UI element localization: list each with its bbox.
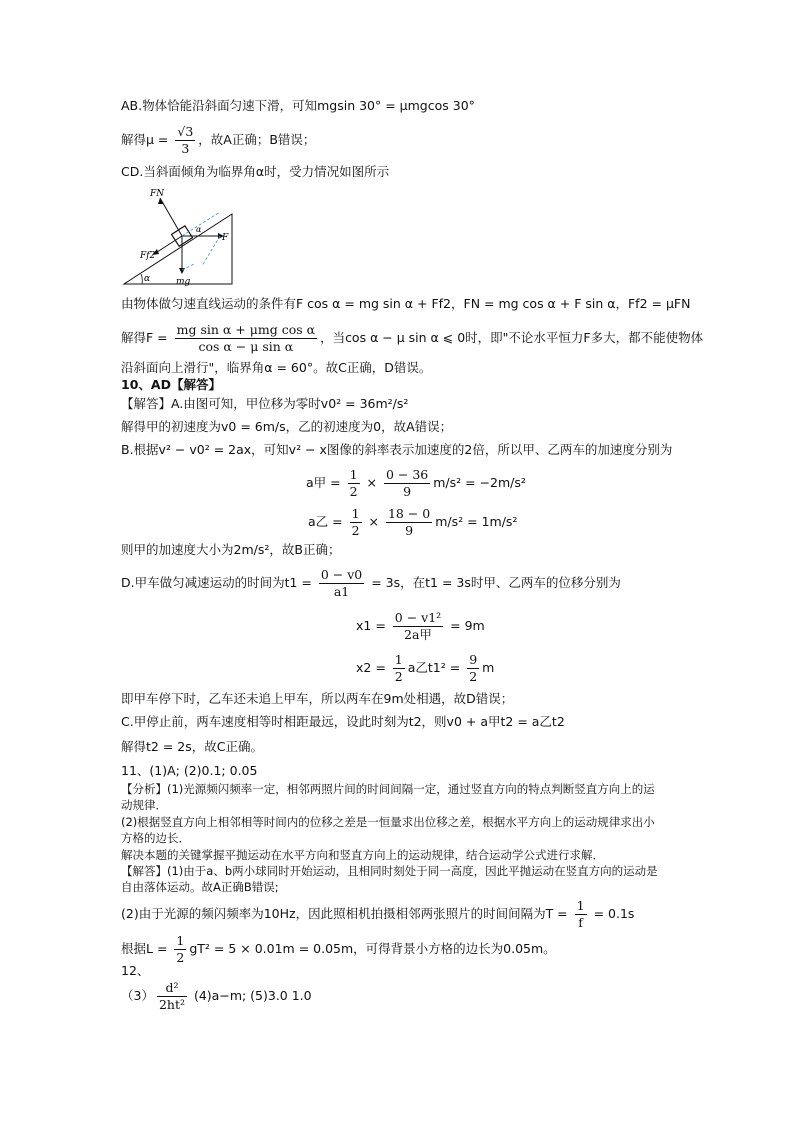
text-span: m/s² = −2m/s² [433, 475, 526, 490]
text-line: 解决本题的关键掌握平抛运动在水平方向和竖直方向上的运动规律，结合运动学公式进行求解． [121, 848, 604, 862]
denominator: 2 [469, 669, 478, 684]
fraction [467, 652, 479, 685]
denominator: cos α − μ sin α [198, 339, 294, 354]
f-component-dashed [202, 236, 220, 266]
text-span: ，故A正确；B错误； [198, 132, 316, 147]
denominator: 2 [351, 523, 360, 538]
question-11-header: 11、(1)A; (2)0.1; 0.05 [121, 763, 258, 778]
numerator: 1 [349, 467, 358, 482]
fraction [393, 610, 443, 643]
numerator: d² [157, 980, 187, 997]
text-span: （3） [121, 988, 154, 1003]
numerator: 1 [351, 506, 360, 521]
equation [356, 610, 485, 643]
text-span: x1 = [356, 618, 390, 633]
question-12-header: 12、 [121, 963, 150, 978]
mg-component-dashed [182, 264, 194, 270]
text-line: 则甲的加速度大小为2m/s²，故B正确； [121, 542, 341, 557]
denominator: 3 [181, 141, 190, 156]
fraction [175, 124, 195, 157]
text-line: 即甲车停下时，乙车还未追上甲车，所以两车在9m处相遇，故D错误； [121, 691, 514, 706]
text-span: a乙 = [308, 514, 347, 529]
question-10-header: 10、AD【解答】 [121, 377, 221, 392]
denominator: a1 [333, 584, 350, 599]
denominator: 9 [405, 523, 414, 538]
text-line: 方格的边长． [121, 831, 190, 845]
denominator: 2 [349, 484, 358, 499]
fn-label: FN [150, 189, 165, 199]
fraction [350, 506, 362, 539]
text-span: D.甲车做匀减速运动的时间为t1 = [121, 575, 316, 590]
fraction [393, 652, 405, 685]
text-span: × [364, 514, 383, 529]
text-line: 【解答】A.由图可知，甲位移为零时v0² = 36m²/s² [121, 396, 409, 411]
f-label: F [222, 233, 229, 243]
text-line: AB.物体恰能沿斜面匀速下滑，可知mgsin 30° = μmgcos 30° [121, 98, 475, 113]
denominator: 2 [176, 950, 185, 965]
text-line: 动规律． [121, 798, 167, 812]
text-line: (2)根据竖直方向上相邻相等时间内的位移之差是一恒量求出位移之差，根据水平方向上的运动规律求出小 [121, 815, 655, 829]
text-span: gT² = 5 × 0.01m = 0.05m，可得背景小方格的边长为0.05m。 [189, 941, 556, 956]
fraction [174, 933, 186, 966]
text-span: = 0.1s [589, 906, 635, 921]
text-span: a甲 = [306, 475, 345, 490]
numerator: 0 − v0 [320, 567, 363, 582]
text-line [121, 124, 315, 157]
text-line: 沿斜面向上滑行"，临界角α = 60°。故C正确，D错误。 [121, 360, 432, 375]
angle-arc [141, 274, 142, 284]
text-line [121, 567, 621, 600]
text-line: 解得甲的初速度为v0 = 6m/s，乙的初速度为0，故A错误； [121, 419, 453, 434]
text-line [121, 322, 703, 355]
text-span: (2)由于光源的频闪频率为10Hz，因此照相机拍摄相邻两张照片的时间间隔为T = [121, 906, 572, 921]
text-line [121, 933, 556, 966]
text-line: C.甲停止前，两车速度相等时相距最远，设此时刻为t2，则v0 + a甲t2 = a乙t2 [121, 714, 565, 729]
denominator: 2a甲 [404, 627, 432, 642]
text-line [121, 980, 312, 1013]
text-span: = 3s，在t1 = 3s时甲、乙两车的位移分别为 [367, 575, 621, 590]
incline-triangle [124, 214, 232, 284]
equation [308, 506, 517, 539]
numerator: mg sin α + μmg cos α [176, 322, 316, 337]
mg-label: mg [176, 277, 191, 287]
text-line: 自由落体运动。故A正确B错误; [121, 880, 279, 894]
text-span: x2 = [356, 660, 390, 675]
denominator: 9 [403, 484, 412, 499]
denominator: 2ht² [158, 997, 185, 1012]
text-span: (4)a−m; (5)3.0 1.0 [190, 988, 312, 1003]
text-span: 解得F = [121, 330, 172, 345]
numerator: √3 [177, 124, 194, 139]
text-line: 【解答】(1)由于a、b两小球同时开始运动，且相同时刻处于同一高度，因此平抛运动在竖直方向的运动是 [121, 864, 658, 878]
fraction [175, 322, 317, 355]
equation [356, 652, 494, 685]
text-line: 解得t2 = 2s，故C正确。 [121, 739, 263, 754]
fraction [319, 567, 364, 600]
text-line: 由物体做匀速直线运动的条件有F cos α = mg sin α + Ff2，FN = mg cos α + F sin α，Ff2 = μFN [121, 296, 691, 311]
numerator: 18 − 0 [387, 506, 431, 521]
numerator: 1 [576, 898, 585, 913]
text-span: 根据L = [121, 941, 172, 956]
text-span: = 9m [446, 618, 485, 633]
numerator: 0 − 36 [385, 467, 429, 482]
numerator: 1 [394, 652, 403, 667]
fraction [386, 506, 432, 539]
text-span: ，当cos α − μ sin α ⩽ 0时，即"不论水平恒力F多大，都不能使物体 [320, 330, 704, 345]
equation [306, 467, 526, 500]
text-span: 解得μ = [121, 132, 173, 147]
alpha-label: α [144, 274, 151, 284]
text-line: B.根据v² − v0² = 2ax，可知v² − x图像的斜率表示加速度的2倍，所以甲、乙两车的加速度分别为 [121, 442, 673, 457]
numerator: 9 [469, 652, 478, 667]
fraction [157, 980, 187, 1013]
fraction [575, 898, 587, 931]
text-span: m/s² = 1m/s² [435, 514, 518, 529]
ff-label: Ff2 [140, 251, 156, 261]
denominator: f [578, 915, 583, 930]
alpha-label: α [196, 225, 202, 234]
text-line [121, 898, 634, 931]
text-span: × [362, 475, 381, 490]
text-line: 【分析】(1)光源频闪频率一定，相邻两照片间的时间间隔一定，通过竖直方向的特点判断竖直方向上的运 [121, 782, 655, 796]
text-line: CD.当斜面倾角为临界角α时，受力情况如图所示 [121, 164, 390, 179]
numerator: 0 − v1² [394, 610, 442, 625]
incline-force-diagram [120, 184, 240, 288]
fraction [348, 467, 360, 500]
numerator: 1 [176, 933, 185, 948]
text-span: a乙t1² = [407, 660, 465, 675]
text-span: m [482, 660, 495, 675]
denominator: 2 [394, 669, 403, 684]
fraction [384, 467, 430, 500]
